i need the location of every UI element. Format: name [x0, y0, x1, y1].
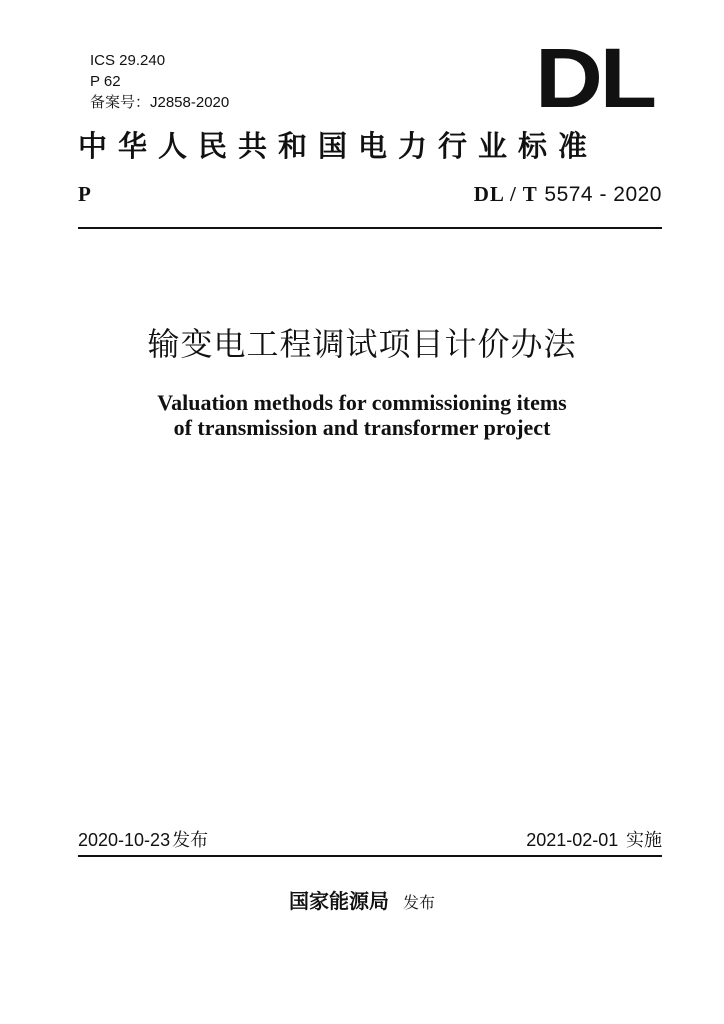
top-divider	[78, 227, 662, 229]
standard-category: P	[78, 182, 91, 206]
issuer-name: 国家能源局	[288, 889, 389, 913]
document-title-en	[0, 390, 724, 440]
standard-number	[474, 180, 662, 209]
implementation-date: 2021-02-01	[526, 830, 619, 850]
title-en-line-1: Valuation methods for commissioning items	[157, 390, 567, 415]
issuer-block	[0, 888, 724, 916]
standard-code: DL / T	[473, 182, 538, 206]
classification-block	[90, 50, 229, 113]
ics-code: ICS 29.240	[90, 52, 166, 69]
bottom-divider	[78, 855, 662, 857]
document-title-cn: 输变电工程调试项目计价办法	[147, 325, 577, 363]
classification-code: P 62	[90, 73, 121, 90]
implementation-date-block	[526, 828, 662, 853]
dl-logo: DL	[535, 31, 654, 125]
issue-date-block	[78, 828, 208, 853]
title-en-line-2: of transmission and transformer project	[173, 415, 551, 440]
issue-date: 2020-10-23	[78, 830, 171, 850]
filing-number: 备案号：J2858-2020	[90, 94, 230, 111]
standard-type-heading: 中华人民共和国电力行业标准	[78, 129, 599, 163]
issue-label: 发布	[172, 830, 209, 851]
issuer-action: 发布	[402, 893, 435, 912]
standard-number-value: 5574 - 2020	[544, 183, 662, 206]
implementation-label: 实施	[626, 830, 662, 851]
